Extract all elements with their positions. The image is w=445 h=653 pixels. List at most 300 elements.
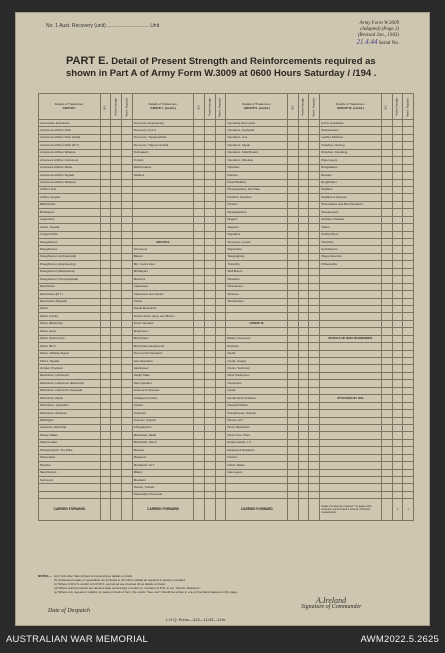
posted-cell[interactable] — [298, 462, 309, 469]
posted-cell[interactable] — [205, 186, 216, 193]
reinf-cell[interactable] — [403, 305, 414, 312]
posted-cell[interactable] — [392, 365, 403, 372]
reinf-cell[interactable] — [122, 291, 133, 298]
we-cell[interactable] — [381, 439, 392, 446]
reinf-cell[interactable] — [122, 410, 133, 417]
we-cell[interactable] — [194, 320, 205, 327]
reinf-cell[interactable] — [122, 477, 133, 484]
posted-cell[interactable] — [298, 298, 309, 305]
we-cell[interactable] — [194, 365, 205, 372]
we-cell[interactable] — [100, 313, 111, 320]
reinf-cell[interactable] — [309, 417, 320, 424]
posted-cell[interactable] — [298, 402, 309, 409]
we-cell[interactable] — [381, 358, 392, 365]
posted-cell[interactable] — [298, 239, 309, 246]
posted-cell[interactable] — [111, 142, 122, 149]
we-cell[interactable] — [100, 127, 111, 134]
posted-cell[interactable] — [298, 216, 309, 223]
posted-cell[interactable] — [298, 491, 309, 498]
posted-cell[interactable] — [298, 291, 309, 298]
posted-cell[interactable] — [111, 447, 122, 454]
reinf-cell[interactable] — [122, 127, 133, 134]
we-cell[interactable] — [288, 491, 299, 498]
reinf-cell[interactable] — [309, 179, 320, 186]
reinf-cell[interactable] — [215, 402, 226, 409]
posted-cell[interactable] — [298, 201, 309, 208]
posted-cell[interactable] — [205, 395, 216, 402]
posted-cell[interactable] — [392, 343, 403, 350]
reinf-cell[interactable] — [215, 209, 226, 216]
we-cell[interactable] — [288, 283, 299, 290]
posted-cell[interactable] — [392, 172, 403, 179]
reinf-cell[interactable] — [403, 246, 414, 253]
we-cell[interactable] — [381, 320, 392, 327]
we-cell[interactable] — [288, 462, 299, 469]
reinf-cell[interactable] — [122, 305, 133, 312]
posted-cell[interactable] — [298, 149, 309, 156]
reinf-cell[interactable] — [403, 179, 414, 186]
reinf-cell[interactable] — [122, 194, 133, 201]
we-cell[interactable] — [194, 194, 205, 201]
reinf-cell[interactable] — [309, 172, 320, 179]
posted-cell[interactable] — [205, 313, 216, 320]
reinf-cell[interactable] — [215, 358, 226, 365]
reinf-cell[interactable] — [309, 194, 320, 201]
posted-cell[interactable] — [298, 469, 309, 476]
posted-cell[interactable] — [111, 120, 122, 127]
reinf-cell[interactable] — [122, 239, 133, 246]
we-cell[interactable] — [194, 395, 205, 402]
posted-cell[interactable] — [298, 268, 309, 275]
reinf-cell[interactable] — [122, 350, 133, 357]
posted-cell[interactable] — [205, 276, 216, 283]
posted-cell[interactable] — [298, 246, 309, 253]
reinf-cell[interactable] — [309, 209, 320, 216]
we-cell[interactable] — [194, 432, 205, 439]
we-cell[interactable] — [194, 350, 205, 357]
we-cell[interactable] — [381, 305, 392, 312]
we-cell[interactable] — [288, 387, 299, 394]
we-cell[interactable] — [100, 320, 111, 327]
we-cell[interactable] — [194, 142, 205, 149]
posted-cell[interactable] — [298, 439, 309, 446]
reinf-cell[interactable] — [215, 149, 226, 156]
we-cell[interactable] — [381, 120, 392, 127]
posted-cell[interactable] — [111, 343, 122, 350]
we-cell[interactable] — [100, 462, 111, 469]
we-cell[interactable] — [288, 432, 299, 439]
reinf-cell[interactable] — [122, 179, 133, 186]
we-cell[interactable] — [100, 216, 111, 223]
reinf-cell[interactable] — [215, 365, 226, 372]
reinf-cell[interactable] — [403, 343, 414, 350]
we-cell[interactable] — [288, 268, 299, 275]
reinf-cell[interactable] — [309, 462, 320, 469]
posted-cell[interactable] — [392, 120, 403, 127]
reinf-cell[interactable] — [122, 313, 133, 320]
we-cell[interactable] — [381, 298, 392, 305]
reinf-cell[interactable] — [403, 127, 414, 134]
we-cell[interactable] — [381, 164, 392, 171]
we-cell[interactable] — [288, 402, 299, 409]
posted-cell[interactable] — [298, 224, 309, 231]
posted-cell[interactable] — [392, 253, 403, 260]
posted-cell[interactable] — [392, 358, 403, 365]
posted-cell[interactable] — [205, 239, 216, 246]
we-cell[interactable] — [381, 313, 392, 320]
we-cell[interactable] — [288, 172, 299, 179]
reinf-cell[interactable] — [403, 320, 414, 327]
reinf-cell[interactable] — [309, 127, 320, 134]
reinf-cell[interactable] — [309, 432, 320, 439]
posted-cell[interactable] — [205, 142, 216, 149]
we-cell[interactable] — [194, 439, 205, 446]
reinf-cell[interactable] — [122, 439, 133, 446]
we-cell[interactable] — [100, 179, 111, 186]
reinf-cell[interactable] — [215, 261, 226, 268]
posted-cell[interactable] — [298, 335, 309, 342]
reinf-cell[interactable] — [215, 380, 226, 387]
we-cell[interactable] — [381, 350, 392, 357]
we-cell[interactable] — [100, 477, 111, 484]
we-cell[interactable] — [100, 328, 111, 335]
posted-cell[interactable] — [111, 417, 122, 424]
reinf-cell[interactable] — [122, 209, 133, 216]
reinf-cell[interactable] — [215, 484, 226, 491]
posted-cell[interactable] — [205, 328, 216, 335]
reinf-cell[interactable] — [215, 120, 226, 127]
we-cell[interactable] — [381, 253, 392, 260]
we-cell[interactable] — [288, 305, 299, 312]
posted-cell[interactable] — [205, 201, 216, 208]
reinf-cell[interactable] — [122, 343, 133, 350]
we-cell[interactable] — [381, 387, 392, 394]
posted-cell[interactable] — [111, 172, 122, 179]
posted-cell[interactable] — [205, 335, 216, 342]
posted-cell[interactable] — [392, 276, 403, 283]
we-cell[interactable] — [100, 410, 111, 417]
reinf-cell[interactable] — [403, 484, 414, 491]
we-cell[interactable] — [288, 313, 299, 320]
we-cell[interactable] — [100, 305, 111, 312]
posted-cell[interactable] — [298, 231, 309, 238]
posted-cell[interactable] — [298, 283, 309, 290]
posted-cell[interactable] — [392, 305, 403, 312]
reinf-cell[interactable] — [122, 417, 133, 424]
posted-cell[interactable] — [392, 395, 403, 402]
we-cell[interactable] — [381, 194, 392, 201]
we-cell[interactable] — [288, 179, 299, 186]
posted-cell[interactable] — [298, 157, 309, 164]
reinf-cell[interactable] — [309, 120, 320, 127]
posted-cell[interactable] — [111, 149, 122, 156]
posted-cell[interactable] — [392, 372, 403, 379]
reinf-cell[interactable] — [309, 469, 320, 476]
we-cell[interactable] — [381, 127, 392, 134]
we-cell[interactable] — [100, 142, 111, 149]
we-cell[interactable] — [194, 268, 205, 275]
reinf-cell[interactable] — [309, 328, 320, 335]
posted-cell[interactable] — [298, 350, 309, 357]
reinf-cell[interactable] — [309, 410, 320, 417]
reinf-cell[interactable] — [403, 186, 414, 193]
reinf-cell[interactable] — [215, 186, 226, 193]
reinf-cell[interactable] — [122, 283, 133, 290]
reinf-cell[interactable] — [122, 276, 133, 283]
posted-cell[interactable] — [392, 283, 403, 290]
posted-cell[interactable] — [392, 209, 403, 216]
posted-cell[interactable] — [392, 484, 403, 491]
reinf-cell[interactable] — [122, 395, 133, 402]
we-cell[interactable] — [288, 439, 299, 446]
posted-cell[interactable] — [392, 134, 403, 141]
posted-cell[interactable] — [111, 246, 122, 253]
reinf-cell[interactable] — [215, 276, 226, 283]
we-cell[interactable] — [100, 149, 111, 156]
reinf-cell[interactable] — [122, 358, 133, 365]
we-cell[interactable] — [100, 447, 111, 454]
posted-cell[interactable] — [111, 164, 122, 171]
reinf-cell[interactable] — [309, 224, 320, 231]
we-cell[interactable] — [288, 454, 299, 461]
posted-cell[interactable] — [298, 276, 309, 283]
reinf-cell[interactable] — [122, 469, 133, 476]
we-cell[interactable] — [381, 224, 392, 231]
posted-cell[interactable] — [205, 231, 216, 238]
posted-cell[interactable] — [205, 268, 216, 275]
reinf-cell[interactable] — [122, 402, 133, 409]
posted-cell[interactable] — [111, 350, 122, 357]
we-cell[interactable] — [288, 469, 299, 476]
posted-cell[interactable] — [298, 454, 309, 461]
posted-cell[interactable] — [205, 172, 216, 179]
posted-cell[interactable] — [205, 291, 216, 298]
posted-cell[interactable] — [111, 261, 122, 268]
posted-cell[interactable] — [298, 313, 309, 320]
we-cell[interactable] — [381, 216, 392, 223]
we-cell[interactable] — [381, 462, 392, 469]
we-cell[interactable] — [381, 231, 392, 238]
posted-cell[interactable] — [111, 157, 122, 164]
we-cell[interactable] — [381, 402, 392, 409]
posted-cell[interactable] — [298, 395, 309, 402]
we-cell[interactable] — [381, 201, 392, 208]
posted-cell[interactable] — [205, 454, 216, 461]
we-cell[interactable] — [100, 402, 111, 409]
we-cell[interactable] — [381, 372, 392, 379]
posted-cell[interactable] — [298, 417, 309, 424]
reinf-cell[interactable] — [309, 164, 320, 171]
we-cell[interactable] — [100, 335, 111, 342]
reinf-cell[interactable] — [215, 201, 226, 208]
reinf-cell[interactable] — [403, 447, 414, 454]
posted-cell[interactable] — [205, 149, 216, 156]
posted-cell[interactable] — [392, 439, 403, 446]
posted-cell[interactable] — [392, 291, 403, 298]
reinf-cell[interactable] — [215, 313, 226, 320]
posted-cell[interactable] — [205, 343, 216, 350]
we-cell[interactable] — [381, 395, 392, 402]
we-cell[interactable] — [381, 477, 392, 484]
reinf-cell[interactable] — [403, 424, 414, 431]
reinf-cell[interactable] — [403, 224, 414, 231]
we-cell[interactable] — [288, 320, 299, 327]
we-cell[interactable] — [288, 343, 299, 350]
we-cell[interactable] — [100, 291, 111, 298]
reinf-cell[interactable] — [403, 261, 414, 268]
we-cell[interactable] — [194, 328, 205, 335]
posted-cell[interactable] — [392, 194, 403, 201]
we-cell[interactable] — [381, 283, 392, 290]
reinf-cell[interactable] — [309, 149, 320, 156]
we-cell[interactable] — [288, 335, 299, 342]
posted-cell[interactable] — [111, 402, 122, 409]
we-cell[interactable] — [381, 134, 392, 141]
we-cell[interactable] — [381, 179, 392, 186]
we-cell[interactable] — [100, 298, 111, 305]
posted-cell[interactable] — [298, 261, 309, 268]
we-cell[interactable] — [288, 447, 299, 454]
we-cell[interactable] — [194, 172, 205, 179]
posted-cell[interactable] — [205, 387, 216, 394]
posted-cell[interactable] — [205, 179, 216, 186]
we-cell[interactable] — [194, 372, 205, 379]
we-cell[interactable] — [194, 186, 205, 193]
posted-cell[interactable] — [392, 246, 403, 253]
we-cell[interactable] — [194, 149, 205, 156]
we-cell[interactable] — [288, 231, 299, 238]
posted-cell[interactable] — [298, 358, 309, 365]
reinf-cell[interactable] — [403, 268, 414, 275]
reinf-cell[interactable] — [122, 201, 133, 208]
posted-cell[interactable] — [392, 380, 403, 387]
we-cell[interactable] — [100, 120, 111, 127]
reinf-cell[interactable] — [403, 216, 414, 223]
posted-cell[interactable] — [111, 283, 122, 290]
reinf-cell[interactable] — [403, 209, 414, 216]
we-cell[interactable] — [288, 395, 299, 402]
reinf-cell[interactable] — [309, 142, 320, 149]
reinf-cell[interactable] — [215, 179, 226, 186]
reinf-cell[interactable] — [309, 239, 320, 246]
reinf-cell[interactable] — [122, 447, 133, 454]
we-cell[interactable] — [100, 209, 111, 216]
posted-cell[interactable] — [298, 477, 309, 484]
reinf-cell[interactable] — [403, 231, 414, 238]
posted-cell[interactable] — [205, 216, 216, 223]
posted-cell[interactable] — [298, 305, 309, 312]
reinf-cell[interactable] — [309, 402, 320, 409]
posted-cell[interactable] — [111, 462, 122, 469]
posted-cell[interactable] — [111, 395, 122, 402]
we-cell[interactable] — [288, 417, 299, 424]
we-cell[interactable] — [288, 194, 299, 201]
reinf-cell[interactable] — [215, 224, 226, 231]
we-cell[interactable] — [381, 209, 392, 216]
we-cell[interactable] — [194, 380, 205, 387]
posted-cell[interactable] — [111, 276, 122, 283]
reinf-cell[interactable] — [403, 328, 414, 335]
posted-cell[interactable] — [392, 224, 403, 231]
posted-cell[interactable] — [111, 313, 122, 320]
posted-cell[interactable] — [392, 127, 403, 134]
we-cell[interactable] — [194, 462, 205, 469]
posted-cell[interactable] — [298, 172, 309, 179]
posted-cell[interactable] — [111, 320, 122, 327]
we-cell[interactable] — [100, 134, 111, 141]
we-cell[interactable] — [100, 395, 111, 402]
posted-cell[interactable] — [205, 246, 216, 253]
we-cell[interactable] — [100, 358, 111, 365]
reinf-cell[interactable] — [215, 253, 226, 260]
we-cell[interactable] — [288, 164, 299, 171]
posted-cell[interactable] — [298, 424, 309, 431]
we-cell[interactable] — [100, 387, 111, 394]
posted-cell[interactable] — [111, 216, 122, 223]
reinf-cell[interactable] — [122, 462, 133, 469]
posted-cell[interactable] — [205, 358, 216, 365]
posted-cell[interactable] — [111, 491, 122, 498]
reinf-cell[interactable] — [403, 469, 414, 476]
we-cell[interactable] — [381, 328, 392, 335]
reinf-cell[interactable] — [309, 447, 320, 454]
we-cell[interactable] — [194, 261, 205, 268]
reinf-cell[interactable] — [215, 491, 226, 498]
we-cell[interactable] — [288, 216, 299, 223]
reinf-cell[interactable] — [403, 417, 414, 424]
reinf-cell[interactable] — [215, 469, 226, 476]
posted-cell[interactable] — [298, 328, 309, 335]
reinf-cell[interactable] — [309, 477, 320, 484]
reinf-cell[interactable] — [122, 253, 133, 260]
posted-cell[interactable] — [392, 186, 403, 193]
reinf-cell[interactable] — [403, 439, 414, 446]
reinf-cell[interactable] — [309, 261, 320, 268]
reinf-cell[interactable] — [215, 127, 226, 134]
posted-cell[interactable] — [392, 201, 403, 208]
we-cell[interactable] — [381, 157, 392, 164]
we-cell[interactable] — [100, 432, 111, 439]
posted-cell[interactable] — [392, 239, 403, 246]
reinf-cell[interactable] — [403, 164, 414, 171]
posted-cell[interactable] — [298, 127, 309, 134]
posted-cell[interactable] — [298, 447, 309, 454]
we-cell[interactable] — [194, 484, 205, 491]
reinf-cell[interactable] — [403, 402, 414, 409]
posted-cell[interactable] — [205, 462, 216, 469]
we-cell[interactable] — [288, 201, 299, 208]
reinf-cell[interactable] — [122, 172, 133, 179]
posted-cell[interactable] — [392, 432, 403, 439]
we-cell[interactable] — [100, 424, 111, 431]
we-cell[interactable] — [194, 358, 205, 365]
reinf-cell[interactable] — [215, 439, 226, 446]
posted-cell[interactable] — [298, 120, 309, 127]
reinf-cell[interactable] — [309, 246, 320, 253]
we-cell[interactable] — [100, 350, 111, 357]
posted-cell[interactable] — [111, 365, 122, 372]
posted-cell[interactable] — [111, 224, 122, 231]
reinf-cell[interactable] — [122, 149, 133, 156]
reinf-cell[interactable] — [215, 350, 226, 357]
we-cell[interactable] — [381, 380, 392, 387]
we-cell[interactable] — [100, 194, 111, 201]
we-cell[interactable] — [100, 343, 111, 350]
we-cell[interactable] — [288, 350, 299, 357]
posted-cell[interactable] — [205, 194, 216, 201]
reinf-cell[interactable] — [215, 395, 226, 402]
posted-cell[interactable] — [205, 224, 216, 231]
